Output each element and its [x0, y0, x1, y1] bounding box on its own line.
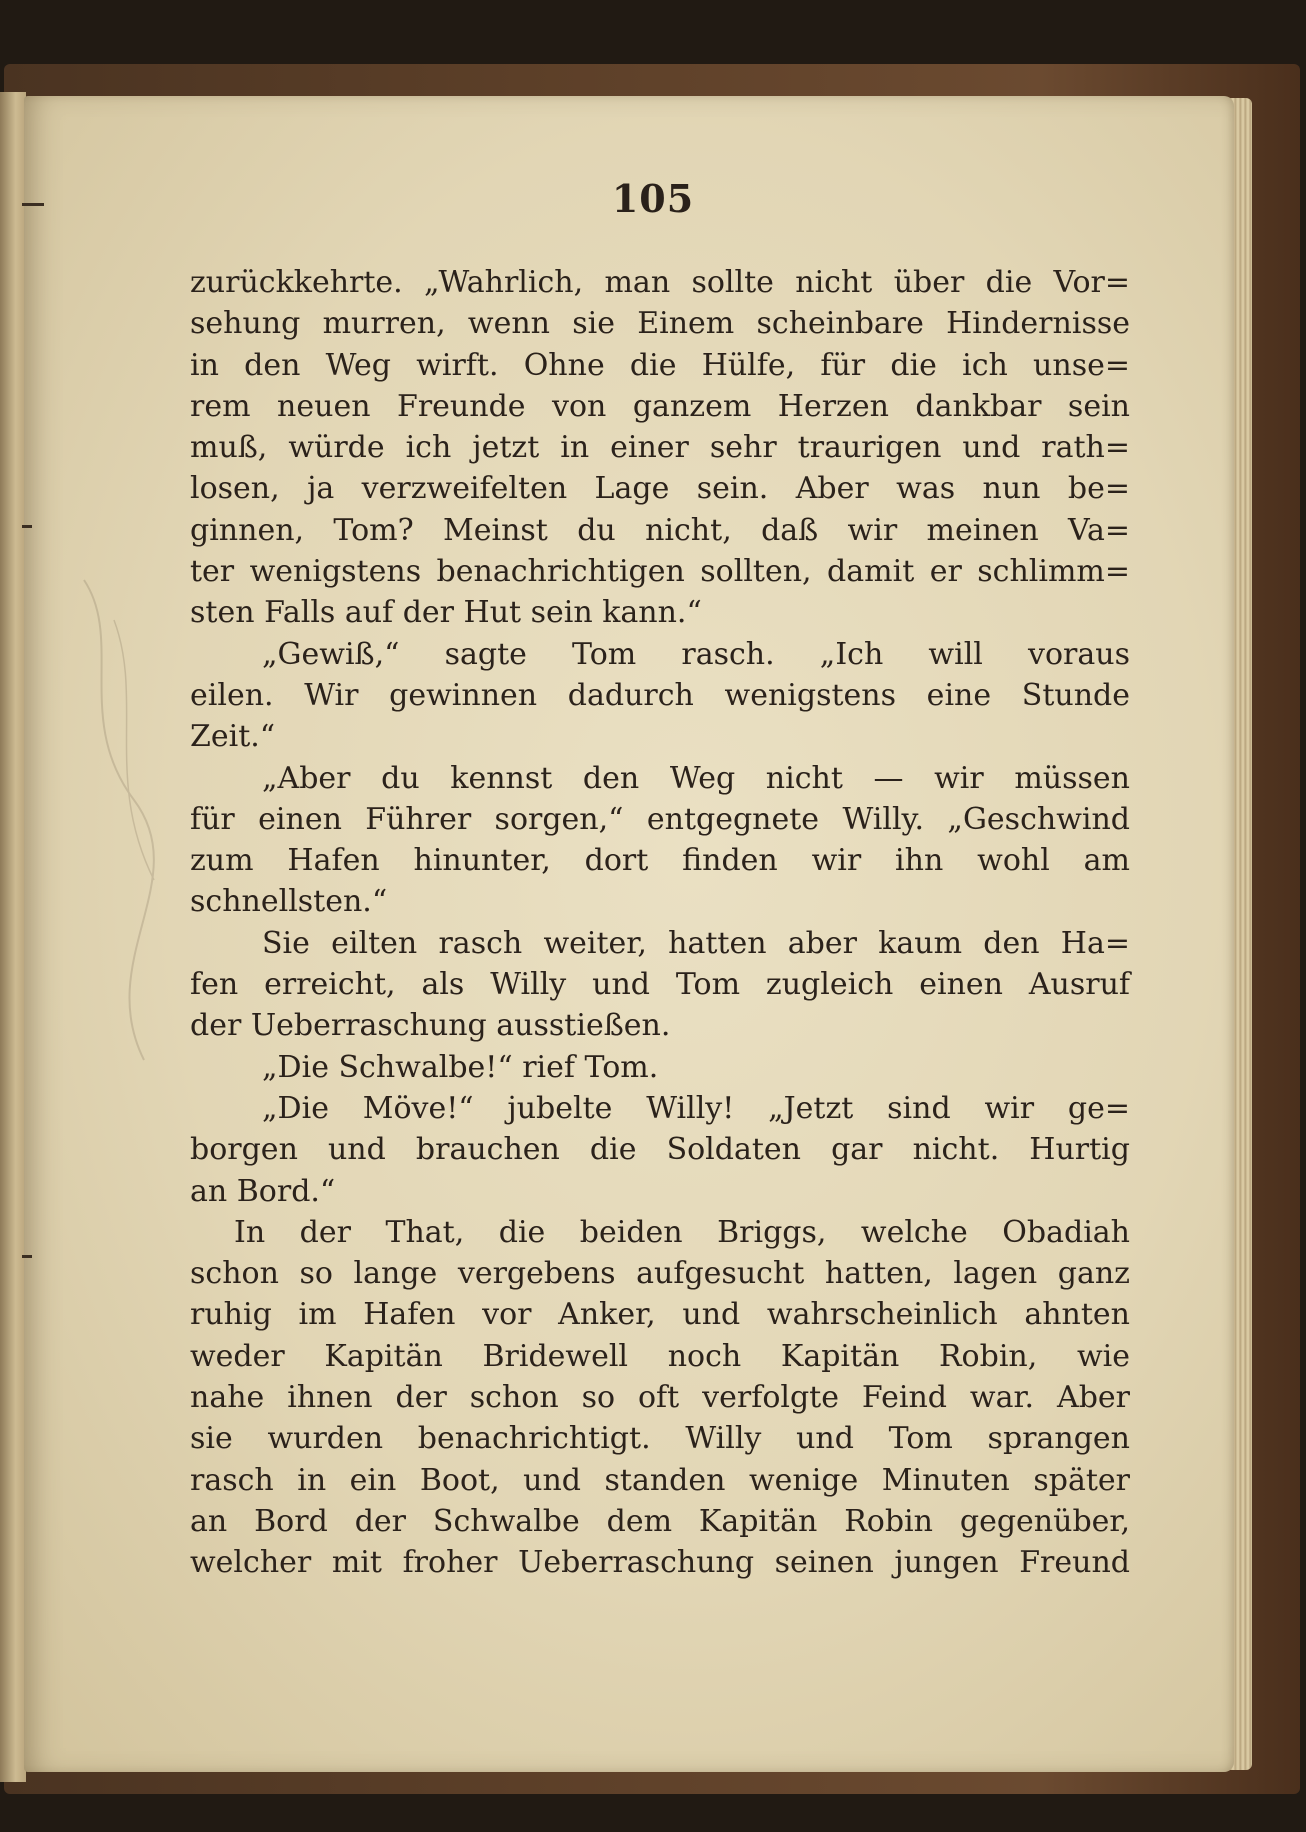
text-line: sten Falls auf der Hut sein kann.“ [190, 595, 702, 631]
text-line: weder Kapitän Bridewell noch Kapitän Robin, wie [190, 1338, 1130, 1374]
text-line: rem neuen Freunde von ganzem Herzen dankbar sein [190, 388, 1130, 424]
text-line: „Die Schwalbe!“ rief Tom. [262, 1049, 659, 1085]
text-line: Zeit.“ [190, 719, 276, 755]
text-line: sie wurden benachrichtigt. Willy und Tom sprangen [190, 1421, 1130, 1457]
pencil-marks [64, 560, 174, 1080]
body-text [190, 262, 1130, 1584]
text-line: schon so lange vergebens aufgesucht hatten, lagen ganz [190, 1256, 1130, 1292]
text-line: zum Hafen hinunter, dort finden wir ihn wohl am [190, 843, 1130, 879]
text-line: losen, ja verzweifelten Lage sein. Aber was nun be= [190, 471, 1130, 507]
text-line: eilen. Wir gewinnen dadurch wenigstens eine Stunde [190, 677, 1130, 713]
text-line: der Ueberraschung ausstießen. [190, 1008, 671, 1044]
page-number: 105 [611, 176, 695, 221]
text-line: borgen und brauchen die Soldaten gar nicht. Hurtig [190, 1132, 1130, 1168]
text-line: an Bord der Schwalbe dem Kapitän Robin gegenüber, [190, 1503, 1130, 1539]
text-line: „Gewiß,“ sagte Tom rasch. „Ich will voraus [262, 636, 1130, 672]
text-line: zurückkehrte. „Wahrlich, man sollte nicht über die Vor= [190, 265, 1130, 300]
text-line: für einen Führer sorgen,“ entgegnete Willy. „Geschwind [190, 801, 1130, 837]
text-line: ruhig im Hafen vor Anker, und wahrscheinlich ahnten [190, 1297, 1130, 1333]
binding-tick-mid [22, 525, 32, 528]
text-line: schnellsten.“ [190, 884, 388, 920]
text-line: an Bord.“ [190, 1173, 336, 1209]
text-line: In der That, die beiden Briggs, welche Obadiah [234, 1214, 1130, 1250]
text-line: sehung murren, wenn sie Einem scheinbare Hindernisse [190, 306, 1130, 342]
text-line: muß, würde ich jetzt in einer sehr traurigen und rath= [190, 430, 1130, 466]
text-line: ginnen, Tom? Meinst du nicht, daß wir meinen Va= [190, 512, 1130, 548]
text-line: rasch in ein Boot, und standen wenige Minuten später [190, 1462, 1130, 1498]
text-line: fen erreicht, als Willy und Tom zugleich einen Ausruf [190, 967, 1130, 1003]
text-line: Sie eilten rasch weiter, hatten aber kaum den Ha= [262, 925, 1130, 961]
text-line: ter wenigstens benachrichtigen sollten, damit er schlimm= [190, 554, 1130, 590]
left-page-edge [0, 92, 26, 1782]
text-line: nahe ihnen der schon so oft verfolgte Feind war. Aber [190, 1380, 1130, 1416]
text-line: „Die Möve!“ jubelte Willy! „Jetzt sind wir ge= [262, 1090, 1130, 1126]
text-line: welcher mit froher Ueberraschung seinen jungen Freund [190, 1545, 1130, 1581]
binding-tick-bottom [22, 1255, 32, 1258]
text-line: „Aber du kennst den Weg nicht — wir müssen [262, 760, 1130, 796]
text-line: in den Weg wirft. Ohne die Hülfe, für die ich unse= [190, 347, 1130, 383]
